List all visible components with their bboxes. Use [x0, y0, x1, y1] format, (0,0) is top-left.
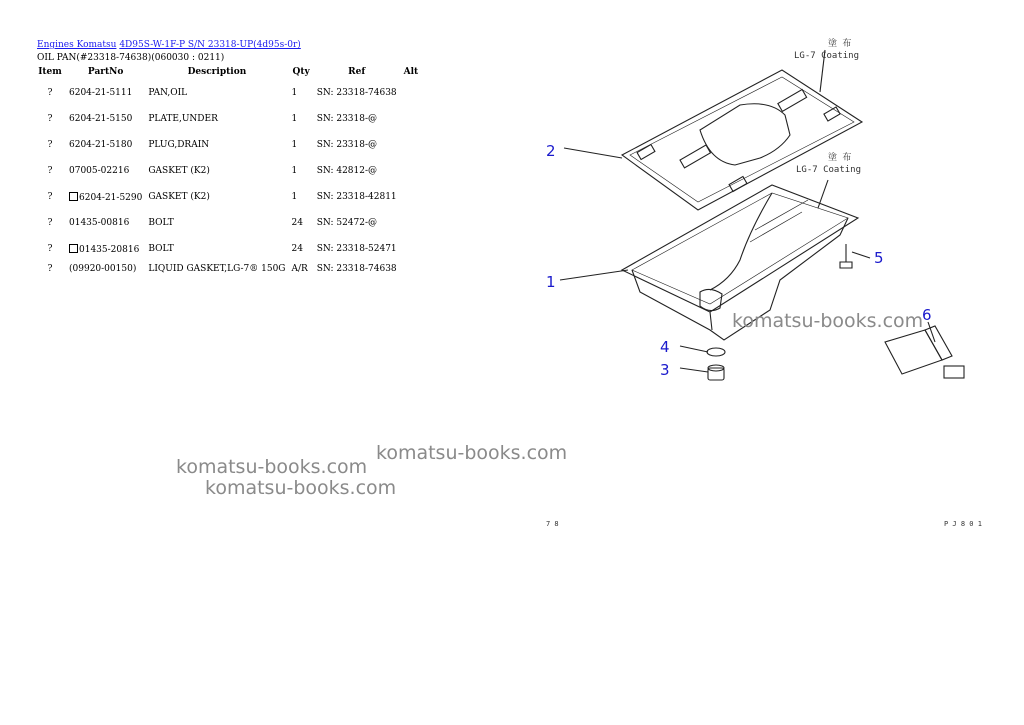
oil-pan-rib: [750, 200, 808, 242]
cell-partno: [66, 236, 145, 262]
table-row: [34, 80, 422, 106]
cell-description: PLUG,DRAIN: [148, 140, 210, 150]
cell-qty: 1: [291, 140, 298, 150]
callout-6: 6: [922, 306, 932, 324]
cell-qty: 1: [291, 88, 298, 98]
cell-description: LIQUID GASKET,LG-7® 150G: [148, 264, 286, 274]
watermark: komatsu-books.com: [376, 442, 568, 464]
callout-1: 1: [546, 273, 556, 291]
cell-partno: 07005-02216: [69, 166, 130, 176]
cell-qty: 1: [291, 166, 298, 176]
cell-ref: SN: 42812-@: [316, 166, 378, 176]
cell-alt: [400, 184, 423, 210]
leader-line: [680, 346, 708, 352]
cell-item: ?: [47, 140, 53, 150]
cell-qty: 24: [291, 244, 303, 254]
under-plate-outline: [622, 70, 862, 210]
page-code-right: P J 8 0 1: [944, 520, 982, 528]
leader-line: [564, 148, 622, 158]
cell-alt: [400, 80, 423, 106]
cell-alt: [400, 158, 423, 184]
breadcrumb: [37, 40, 301, 50]
watermark: komatsu-books.com: [732, 310, 924, 332]
watermark: komatsu-books.com: [205, 477, 397, 499]
cell-ref: SN: 23318-@: [316, 114, 378, 124]
cell-item: ?: [47, 244, 53, 254]
header-alt: Alt: [403, 67, 419, 77]
parts-table: [34, 64, 422, 276]
cell-partno: 01435-00816: [69, 218, 130, 228]
table-row: [34, 184, 422, 210]
oil-pan-flange-inner: [632, 193, 848, 304]
parts-exploded-drawing: [540, 30, 990, 540]
leader-line: [928, 322, 935, 342]
callout-4: 4: [660, 338, 670, 356]
kanji-note-top: 塗 布: [828, 39, 852, 49]
under-plate-opening: [700, 104, 790, 165]
header-partno: PartNo: [87, 67, 124, 77]
cell-alt: [400, 132, 423, 158]
cell-alt: [400, 236, 423, 262]
cell-ref: SN: 23318-42811: [316, 192, 397, 202]
cell-alt: [400, 210, 423, 236]
cell-qty: A/R: [291, 264, 308, 274]
cell-item: ?: [47, 88, 53, 98]
under-plate-slot: [824, 107, 840, 121]
cell-ref: SN: 23318-@: [316, 140, 378, 150]
table-row: [34, 236, 422, 262]
coating-note-mid: LG-7 Coating: [796, 165, 862, 175]
table-row: [34, 262, 422, 276]
cell-item: ?: [47, 264, 53, 274]
gasket-item4: [707, 348, 725, 356]
cell-description: GASKET (K2): [148, 192, 210, 202]
cell-description: GASKET (K2): [148, 166, 210, 176]
bolt-item5: [840, 244, 852, 268]
cell-description: PAN,OIL: [148, 88, 188, 98]
cell-item: ?: [47, 166, 53, 176]
cell-qty: 24: [291, 218, 303, 228]
watermark: komatsu-books.com: [176, 456, 368, 478]
cell-partno: 6204-21-5180: [69, 140, 133, 150]
cell-partno: 6204-21-5111: [69, 88, 133, 98]
cell-qty: 1: [291, 192, 298, 202]
header-description: Description: [187, 67, 247, 77]
header-qty: Qty: [292, 67, 310, 77]
cell-item: ?: [47, 192, 53, 202]
callout-3: 3: [660, 361, 670, 379]
cell-description: BOLT: [148, 218, 174, 228]
cell-partno: 6204-21-5150: [69, 114, 133, 124]
under-plate-inner: [630, 77, 854, 202]
callout-2: 2: [546, 142, 556, 160]
checkbox-square-icon: [69, 192, 78, 201]
cell-qty: 1: [291, 114, 298, 124]
cell-item: ?: [47, 218, 53, 228]
table-header-row: [34, 64, 422, 80]
page-number-left: 7 8: [546, 520, 559, 528]
partno-text: 01435-20816: [79, 244, 140, 255]
header-item: Item: [38, 67, 62, 77]
checkbox-square-icon: [69, 244, 78, 253]
leader-line: [560, 270, 628, 280]
oil-pan-drain-boss: [700, 289, 722, 310]
cell-partno: (09920-00150): [69, 264, 137, 274]
cell-ref: SN: 23318-52471: [316, 244, 397, 254]
breadcrumb-link-model[interactable]: 4D95S-W-1F-P S/N 23318-UP(4d95s-0r): [119, 40, 301, 50]
under-plate-slot: [637, 145, 655, 160]
cell-alt: [400, 262, 423, 276]
leader-line: [852, 252, 870, 258]
cell-description: BOLT: [148, 244, 174, 254]
leader-line: [680, 368, 708, 372]
under-plate-slot: [729, 177, 747, 192]
cell-partno: [66, 184, 145, 210]
page-title: OIL PAN(#23318-74638)(060030 : 0211): [37, 53, 225, 63]
table-row: [34, 106, 422, 132]
partno-text: 6204-21-5290: [79, 192, 143, 203]
kanji-note-mid: 塗 布: [828, 153, 852, 163]
cell-ref: SN: 52472-@: [316, 218, 378, 228]
cell-alt: [400, 106, 423, 132]
table-row: [34, 158, 422, 184]
table-row: [34, 132, 422, 158]
coating-note-top: LG-7 Coating: [794, 51, 860, 61]
cell-item: ?: [47, 114, 53, 124]
callout-5: 5: [874, 249, 884, 267]
cell-ref: SN: 23318-74638: [316, 88, 397, 98]
under-plate-slot: [680, 145, 710, 168]
under-plate-slot: [778, 90, 807, 112]
table-row: [34, 210, 422, 236]
cell-ref: SN: 23318-74638: [316, 264, 397, 274]
cell-description: PLATE,UNDER: [148, 114, 218, 124]
breadcrumb-link-engines[interactable]: Engines Komatsu: [37, 40, 117, 50]
header-ref: Ref: [348, 67, 366, 77]
leader-line: [818, 180, 828, 208]
